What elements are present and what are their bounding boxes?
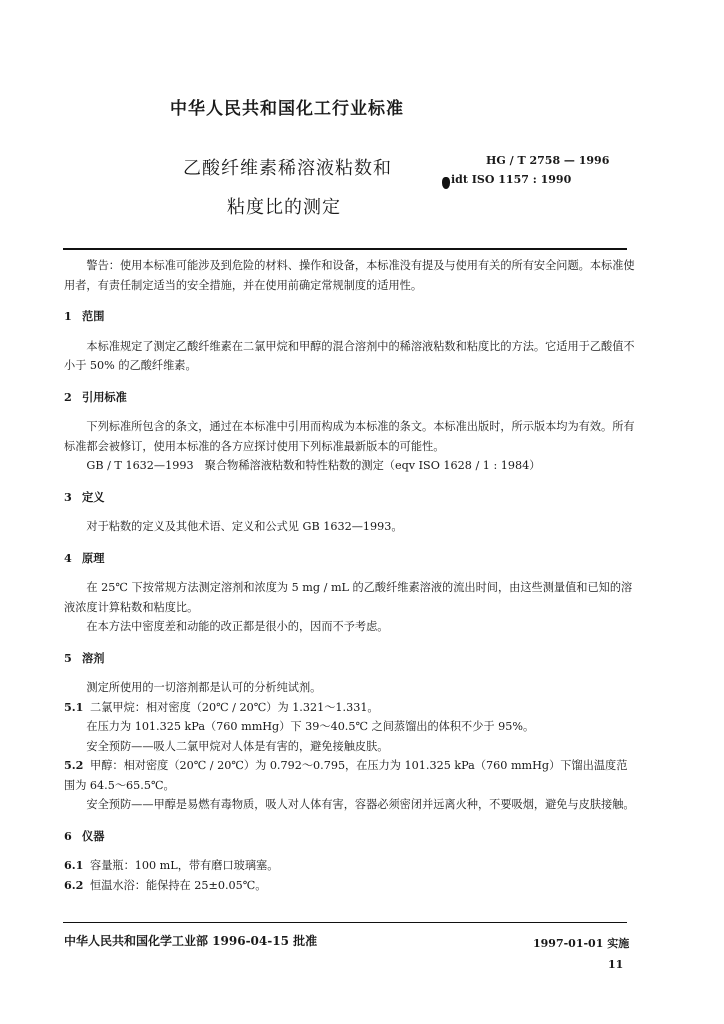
- clause-5-2-safety: 安全预防——甲醇是易燃有毒物质，吸人对人体有害，容器必须密闭并远离火种，不要吸烟，避免与皮肤接触。: [86, 798, 635, 811]
- clause-6-2: [64, 876, 636, 896]
- section-4-text-2: 在本方法中密度差和动能的改正都是很小的，因而不予考虑。: [86, 620, 389, 633]
- section-number: 1: [64, 309, 72, 323]
- document-title-line2: 粘度比的测定: [227, 197, 341, 218]
- section-1-text: 本标准规定了测定乙酸纤维素在二氯甲烷和甲醇的混合溶剂中的稀溶液粘数和粘度比的方法。它适用于乙酸值不小于 50% 的乙酸纤维素。: [64, 339, 635, 372]
- section-4-text: 在 25℃ 下按常规方法测定溶剂和浓度为 5 mg / mL 的乙酸纤维素溶液的流出时间，由这些测量值和已知的溶液浓度计算粘数和粘度比。: [64, 581, 633, 614]
- clause-text: 二氯甲烷：相对密度（20℃ / 20℃）为 1.321～1.331。: [90, 700, 379, 714]
- clause-5-1: [64, 698, 636, 718]
- section-number: 4: [64, 550, 72, 565]
- document-title-line1: 乙酸纤维素稀溶液粘数和: [183, 158, 392, 179]
- standard-category: 中华人民共和国化工行业标准: [170, 99, 404, 119]
- warning-text: 警告：使用本标准可能涉及到危险的材料、操作和设备，本标准没有提及与使用有关的所有安全问题。本标准使用者，有责任制定适当的安全措施，并在使用前确定常规制度的适用性。: [64, 259, 635, 292]
- idt-reference: idt ISO 1157 : 1990: [451, 173, 572, 186]
- standard-code: HG / T 2758 — 1996: [486, 154, 610, 167]
- section-title: 溶剂: [82, 650, 105, 665]
- section-5-heading: [64, 649, 636, 669]
- section-title: 定义: [82, 489, 105, 504]
- clause-6-1: [64, 856, 636, 876]
- clause-5-1-safety: 安全预防——吸人二氯甲烷对人体是有害的，避免接触皮肤。: [86, 739, 389, 753]
- document-body: [64, 256, 636, 895]
- section-3-heading: [64, 488, 636, 508]
- section-4-heading: [64, 549, 636, 569]
- section-number: 6: [64, 828, 72, 843]
- section-5-text: 测定所使用的一切溶剂都是认可的分析纯试剂。: [86, 681, 322, 694]
- section-number: 5: [64, 650, 72, 665]
- section-title: 仪器: [82, 828, 105, 843]
- approval-line: 中华人民共和国化学工业部 1996-04-15 批准: [64, 934, 318, 948]
- section-2-text: 下列标准所包含的条文，通过在本标准中引用而构成为本标准的条文。本标准出版时，所示版本均为有效。所有标准都会被修订，使用本标准的各方应探讨使用下列标准最新版本的可能性。: [64, 420, 635, 453]
- clause-number: 6.1: [64, 858, 84, 872]
- section-number: 2: [64, 389, 72, 404]
- section-6-heading: [64, 827, 636, 847]
- section-2-reference: GB / T 1632—1993 聚合物稀溶液粘数和特性粘数的测定（eqv ISO 1628 / 1 : 1984）: [86, 459, 541, 472]
- page-number: 11: [608, 958, 624, 971]
- clause-5-2: [64, 756, 636, 795]
- clause-number: 5.2: [64, 758, 84, 772]
- section-title: 原理: [82, 550, 105, 565]
- effective-date: 1997-01-01 实施: [533, 937, 630, 950]
- bullet-icon: [442, 177, 450, 189]
- clause-5-1-line2: 在压力为 101.325 kPa（760 mmHg）下 39～40.5℃ 之间蒸馏出的体积不少于 95%。: [86, 720, 535, 733]
- section-title: 范围: [82, 309, 105, 323]
- section-2-heading: [64, 388, 636, 408]
- section-3-text: 对于粘数的定义及其他术语、定义和公式见 GB 1632—1993。: [86, 520, 403, 533]
- bottom-rule: [63, 922, 627, 923]
- clause-number: 5.1: [64, 699, 84, 714]
- section-number: 3: [64, 489, 72, 504]
- clause-number: 6.2: [64, 877, 84, 892]
- section-title: 引用标准: [82, 389, 127, 404]
- section-1-heading: [64, 307, 636, 327]
- clause-text: 甲醇：相对密度（20℃ / 20℃）为 0.792～0.795，在压力为 101.325 kPa（760 mmHg）下馏出温度范围为 64.5～65.5℃。: [64, 759, 628, 792]
- clause-text: 容量瓶：100 mL，带有磨口玻璃塞。: [90, 859, 279, 872]
- clause-text: 恒温水浴：能保持在 25±0.05℃。: [90, 878, 267, 892]
- top-rule: [63, 248, 627, 250]
